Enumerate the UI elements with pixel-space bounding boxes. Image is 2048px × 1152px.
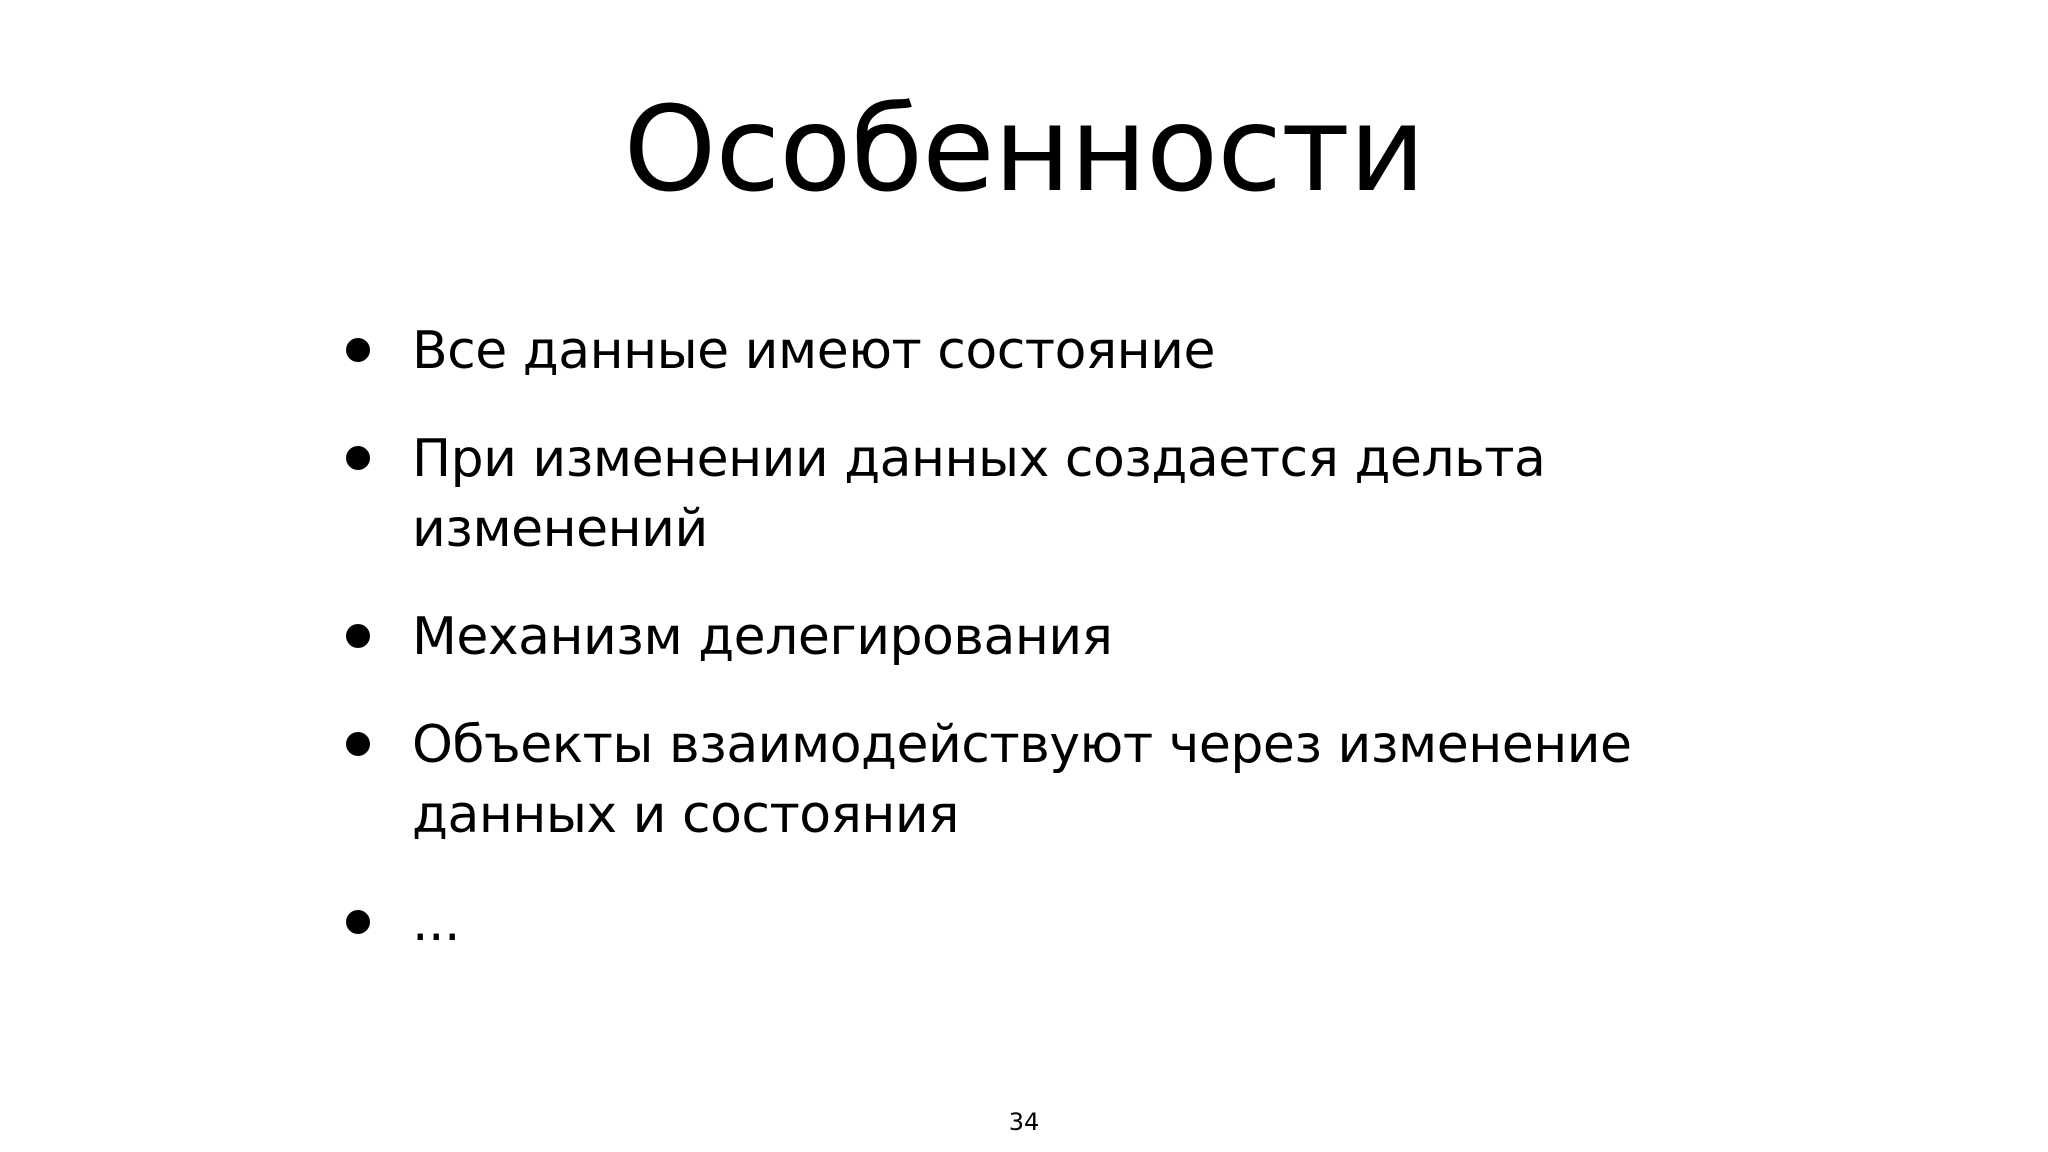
bullet-item [340,316,1740,386]
bullet-dot-icon [346,910,370,934]
bullet-item [340,424,1740,564]
bullet-text: Объекты взаимодействуют через изменение данных и состояния [412,715,1632,845]
bullet-item [340,710,1740,850]
bullet-dot-icon [346,732,370,756]
bullet-text: Механизм делегирования [412,607,1113,667]
bullet-item [340,602,1740,672]
bullet-list [340,316,1740,996]
bullet-text: Все данные имеют состояние [412,321,1215,381]
bullet-text: При изменении данных создается дельта изменений [412,429,1546,559]
slide-number: 34 [1008,1108,1040,1136]
bullet-dot-icon [346,338,370,362]
bullet-dot-icon [346,624,370,648]
bullet-text: ... [412,893,461,953]
bullet-dot-icon [346,446,370,470]
slide-title: Особенности [623,80,1425,218]
bullet-item [340,888,1740,958]
